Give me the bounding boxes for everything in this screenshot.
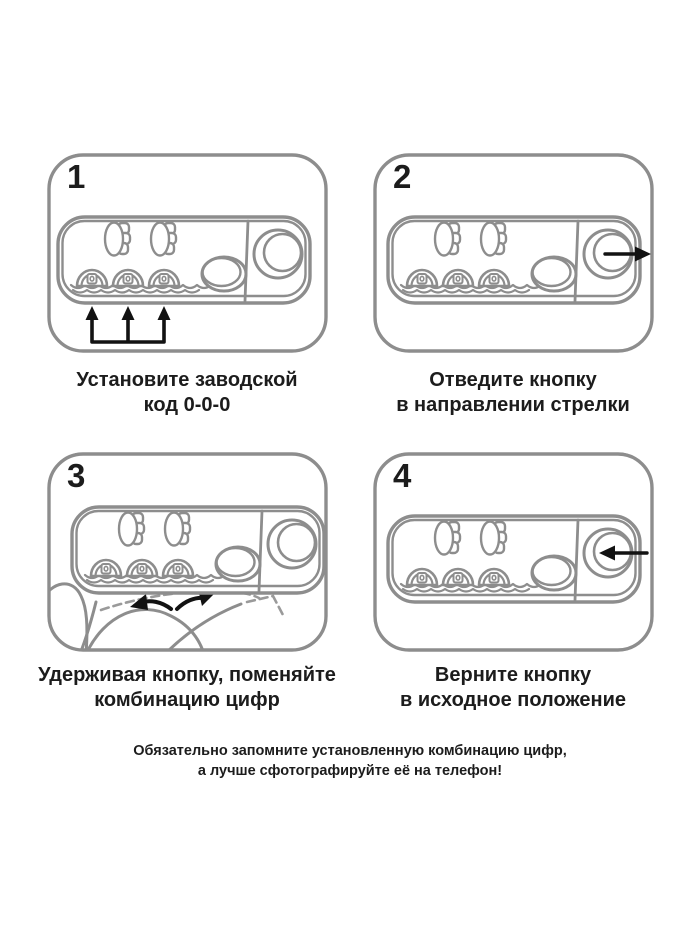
step-4-caption [348,663,678,713]
lock-illustration [388,516,640,602]
step-panel-2 [373,153,654,353]
step-panel-3 [47,452,328,652]
caption-line: Установите заводской [76,369,298,391]
lock-illustration [388,217,640,303]
step-4-art [373,452,654,652]
footer-line: Обязательно запомните установленную комбинацию цифр, [133,743,567,759]
step-2-art [373,153,654,353]
step-number: 3 [67,457,86,494]
step-3-caption [22,663,352,713]
step-2-caption [348,368,678,418]
step-number: 1 [67,158,86,195]
step-number: 2 [393,158,412,195]
caption-line: Отведите кнопку [429,369,597,391]
caption-line: в направлении стрелки [396,394,630,416]
lock-illustration [72,507,324,593]
caption-line: комбинацию цифр [94,689,280,711]
step-1-caption [22,368,352,418]
step-panel-4 [373,452,654,652]
step-1-art [47,153,328,353]
footer-note [0,742,700,781]
caption-line: Удерживая кнопку, поменяйте [38,664,336,686]
caption-line: в исходное положение [400,689,626,711]
lock-illustration [58,217,310,303]
caption-line: код 0-0-0 [143,394,231,416]
caption-line: Верните кнопку [434,664,592,686]
three-up-arrows-icon [86,306,171,342]
footer-line: а лучше сфотографируйте её на телефон! [197,762,503,779]
step-3-art [47,452,328,652]
step-number: 4 [393,457,412,494]
step-panel-1 [47,153,328,353]
